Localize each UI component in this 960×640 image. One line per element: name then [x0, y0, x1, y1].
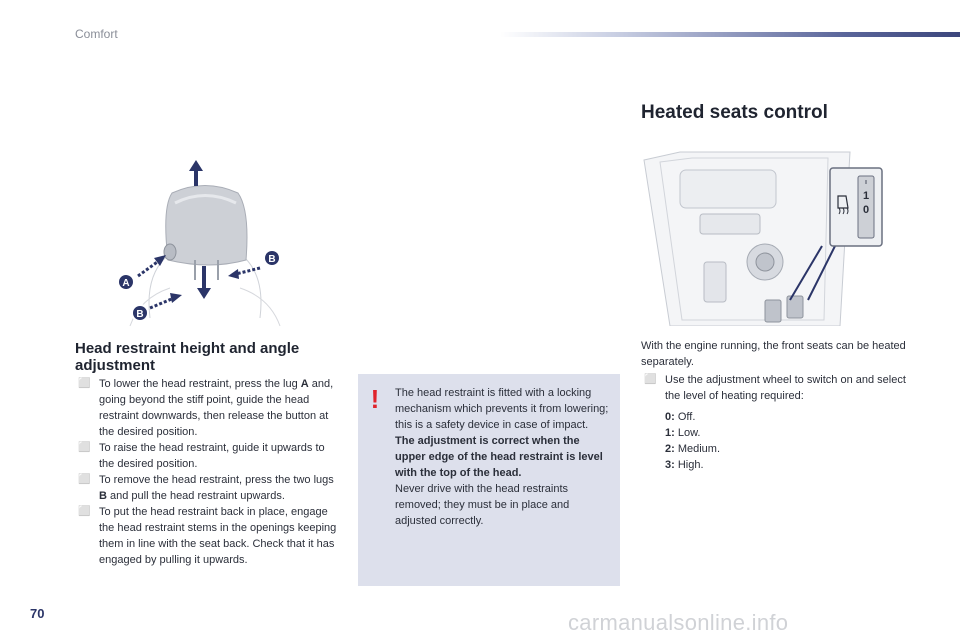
warning-text	[395, 385, 609, 529]
headrest-illustration	[110, 158, 290, 328]
list-item: 1: Low.	[665, 427, 701, 439]
heated-seats-title: Heated seats control	[641, 102, 828, 123]
checkbox-bullet-icon: ⬜	[78, 378, 91, 389]
list-item: ⬜ To raise the head restraint, guide it upwards to the desired position.	[78, 442, 325, 470]
svg-text:A: A	[122, 278, 130, 289]
warning-intro: The head restraint is fitted with a locking mechanism which prevents it from lowering; this is a safety device in case of impact.	[395, 387, 609, 431]
heating-levels-list	[665, 409, 720, 473]
heated-seats-step: ⬜ Use the adjustment wheel to switch on and select the level of heating required:	[644, 374, 906, 402]
lug-a-label	[118, 274, 134, 290]
watermark-text: carmanualsonline.info	[568, 610, 789, 635]
list-item: ⬜ To put the head restraint back in place, engage the head restraint stems in the openings keeping them in line with the seat back. Check that it has engaged by pulling it upwards.	[78, 506, 337, 566]
lug-b-label-upper	[264, 250, 280, 266]
header-rule	[500, 32, 960, 37]
list-item: ⬜ To lower the head restraint, press the lug A and, going beyond the stiff point, guide the head restraint downwards, then release the button at the desired position.	[78, 378, 334, 438]
checkbox-bullet-icon: ⬜	[78, 474, 91, 485]
list-item: ⬜ To remove the head restraint, press the two lugs B and pull the head restraint upwards.	[78, 474, 334, 502]
svg-text:B: B	[136, 309, 144, 320]
warning-icon: !	[370, 384, 380, 414]
section-label: Comfort	[75, 27, 118, 41]
warning-emphasis: The adjustment is correct when the upper edge of the head restraint is level with the top of the head.	[395, 435, 603, 479]
svg-text:1: 1	[862, 190, 870, 202]
lug-b-label-lower	[132, 305, 148, 321]
warning-outro: Never drive with the head restraints removed; they must be in place and adjusted correctly.	[395, 483, 570, 527]
page-number: 70	[30, 606, 45, 621]
list-item: 2: Medium.	[665, 443, 721, 455]
svg-text:B: B	[268, 254, 276, 265]
checkbox-bullet-icon: ⬜	[78, 442, 91, 453]
headrest-section-title: Head restraint height and angle adjustment	[75, 340, 300, 374]
list-item: 3: High.	[665, 459, 704, 471]
headrest-steps-list	[78, 376, 340, 568]
list-item: 0: Off.	[665, 411, 696, 423]
checkbox-bullet-icon: ⬜	[78, 506, 91, 517]
svg-text:0: 0	[862, 204, 870, 216]
checkbox-bullet-icon: ⬜	[644, 374, 657, 385]
heated-seats-illustration	[640, 150, 890, 326]
heated-seats-intro: With the engine running, the front seats can be heated separately.	[641, 340, 906, 368]
